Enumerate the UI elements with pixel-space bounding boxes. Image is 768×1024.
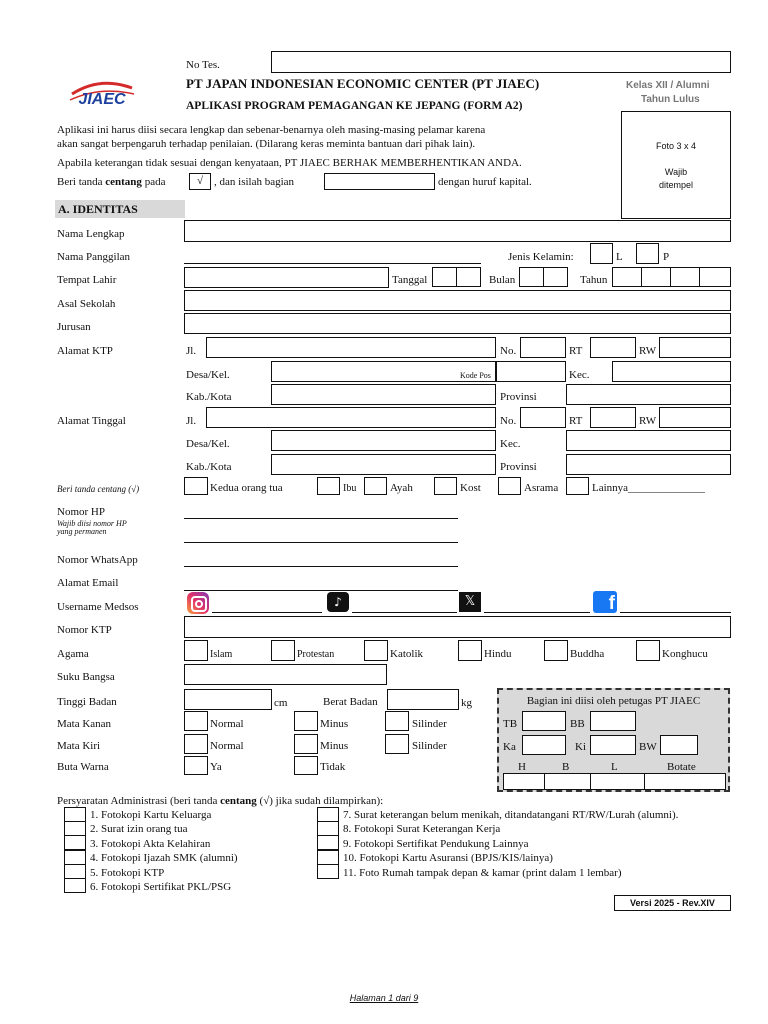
tahun-label: Tahun <box>580 274 608 286</box>
tinggal-no-label: No. <box>500 415 517 427</box>
req-8-checkbox[interactable] <box>317 821 339 836</box>
agama-islam-checkbox[interactable] <box>184 640 208 661</box>
opt-kedua-orang-tua-label: Kedua orang tua <box>210 482 283 494</box>
mark-word: centang <box>105 176 142 188</box>
version-badge: Versi 2025 - Rev.XIV <box>614 895 731 911</box>
opt-ayah-checkbox[interactable] <box>364 477 387 495</box>
officer-bw-label: BW <box>639 741 657 753</box>
officer-panel-title: Bagian ini diisi oleh petugas PT JIAEC <box>526 695 701 707</box>
agama-label: Agama <box>57 648 89 660</box>
req-4-label: 4. Fotokopi Ijazah SMK (alumni) <box>90 852 238 864</box>
svg-text:JIAEC: JIAEC <box>78 91 126 108</box>
opt-ibu-label: Ibu <box>343 483 357 494</box>
username-medsos-label: Username Medsos <box>57 601 139 613</box>
nomor-hp-alt-field[interactable] <box>184 542 458 543</box>
cm-label: cm <box>274 697 288 709</box>
officer-tb-label: TB <box>503 718 518 730</box>
agama-protestan-checkbox[interactable] <box>271 640 295 661</box>
asal-sekolah-field[interactable] <box>184 290 731 311</box>
tinggal-rw-field[interactable] <box>659 407 731 428</box>
agama-hindu-checkbox[interactable] <box>458 640 482 661</box>
nomor-hp-label: Nomor HP <box>57 506 105 518</box>
opt-asrama-checkbox[interactable] <box>498 477 521 495</box>
req-7-checkbox[interactable] <box>317 807 339 822</box>
berat-badan-label: Berat Badan <box>323 696 378 708</box>
nomor-wa-field[interactable] <box>184 566 458 567</box>
tahun-digit-2[interactable] <box>641 267 671 287</box>
opt-kost-label: Kost <box>460 482 481 494</box>
ktp-rw-label: RW <box>639 345 657 357</box>
tinggal-rw-label: RW <box>639 415 657 427</box>
section-a-header <box>55 200 185 218</box>
req-11-checkbox[interactable] <box>317 864 339 879</box>
no-tes-label: No Tes. <box>186 59 220 71</box>
officer-bb-field[interactable] <box>590 711 636 731</box>
agama-islam-label: Islam <box>210 649 233 660</box>
facebook-username-field[interactable] <box>620 612 731 613</box>
jiaec-logo <box>66 78 138 116</box>
nomor-ktp-field[interactable] <box>184 616 731 638</box>
nomor-wa-label: Nomor WhatsApp <box>57 554 138 566</box>
kiri-silinder-checkbox[interactable] <box>385 734 409 754</box>
agama-katolik-checkbox[interactable] <box>364 640 388 661</box>
officer-bb-label: BB <box>570 718 585 730</box>
agama-konghucu-checkbox[interactable] <box>636 640 660 661</box>
gender-p-label: P <box>663 251 670 263</box>
intro-line-3: Apabila keterangan tidak sesuai dengan kenyataan, PT JIAEC BERHAK MEMBERHENTIKAN ANDA. <box>57 157 522 169</box>
requirements-title <box>57 794 383 808</box>
ktp-provinsi-field[interactable] <box>566 384 731 405</box>
mark-end: dengan huruf kapital. <box>438 176 532 188</box>
kanan-minus-label: Minus <box>320 718 349 730</box>
req-9-label: 9. Fotokopi Sertifikat Pendukung Lainnya <box>343 838 529 850</box>
kg-label: kg <box>461 697 472 709</box>
tinggal-desa-label: Desa/Kel. <box>186 438 230 450</box>
ktp-no-label: No. <box>500 345 517 357</box>
tinggal-desa-field[interactable] <box>271 430 496 451</box>
tinggi-badan-field[interactable] <box>184 689 272 710</box>
opt-ayah-label: Ayah <box>390 482 413 494</box>
req-1-label: 1. Fotokopi Kartu Keluarga <box>90 809 212 821</box>
req-9-checkbox[interactable] <box>317 835 339 850</box>
bulan-digit-1[interactable] <box>519 267 544 287</box>
x-icon: 𝕏 <box>459 592 481 612</box>
officer-panel <box>497 688 730 792</box>
ktp-provinsi-label: Provinsi <box>500 391 537 403</box>
officer-hbl-row[interactable] <box>503 773 726 790</box>
hp-note-2: yang permanen <box>57 527 107 536</box>
tinggal-jl-label: Jl. <box>186 415 197 427</box>
kiri-minus-label: Minus <box>320 740 349 752</box>
tinggi-badan-label: Tinggi Badan <box>57 696 117 708</box>
gender-p-checkbox[interactable] <box>636 243 659 264</box>
req-4-checkbox[interactable] <box>64 850 86 865</box>
x-username-field[interactable] <box>484 612 590 613</box>
req-3-label: 3. Fotokopi Akta Kelahiran <box>90 838 211 850</box>
no-tes-field[interactable] <box>271 51 731 73</box>
tinggal-provinsi-field[interactable] <box>566 454 731 475</box>
sample-check-box: √ <box>189 173 211 190</box>
kanan-silinder-label: Silinder <box>412 718 447 730</box>
photo-required-label: Wajib <box>664 167 688 177</box>
agama-protestan-label: Protestan <box>297 649 335 660</box>
asal-sekolah-label: Asal Sekolah <box>57 298 116 310</box>
intro-line-2: akan sangat berpengaruh terhadap penilaian. (Dilarang keras meminta bantuan dari pihak lain). <box>57 138 476 150</box>
photo-paste-label: ditempel <box>658 180 694 190</box>
kiri-minus-checkbox[interactable] <box>294 734 318 754</box>
jurusan-field[interactable] <box>184 313 731 334</box>
class-note: Kelas XII / Alumni <box>626 80 710 91</box>
mark-after: , dan isilah bagian <box>214 176 295 188</box>
nomor-ktp-label: Nomor KTP <box>57 624 112 636</box>
tanggal-digit-1[interactable] <box>432 267 457 287</box>
agama-hindu-label: Hindu <box>484 648 512 660</box>
officer-ka-field[interactable] <box>522 735 566 755</box>
tinggal-kab-field[interactable] <box>271 454 496 475</box>
alamat-email-field[interactable] <box>184 590 458 591</box>
opt-kedua-orang-tua-checkbox[interactable] <box>184 477 208 495</box>
ktp-kode-pos-field[interactable] <box>496 361 566 382</box>
buta-tidak-checkbox[interactable] <box>294 756 318 775</box>
nomor-hp-field[interactable] <box>184 518 458 519</box>
alamat-tinggal-label: Alamat Tinggal <box>57 415 126 427</box>
buta-warna-label: Buta Warna <box>57 761 109 773</box>
gender-l-label: L <box>616 251 623 263</box>
req-1-checkbox[interactable] <box>64 807 86 822</box>
req-11-label: 11. Foto Rumah tampak depan & kamar (print dalam 1 lembar) <box>343 867 622 879</box>
buta-tidak-label: Tidak <box>320 761 346 773</box>
officer-h-label: H <box>518 761 526 773</box>
photo-size-label: Foto 3 x 4 <box>655 141 697 151</box>
ktp-jl-field[interactable] <box>206 337 496 358</box>
tinggal-rt-field[interactable] <box>590 407 636 428</box>
officer-ka-label: Ka <box>503 741 516 753</box>
tinggal-no-field[interactable] <box>520 407 566 428</box>
agama-buddha-checkbox[interactable] <box>544 640 568 661</box>
ktp-kec-label: Kec. <box>569 369 590 381</box>
mark-instruction <box>57 175 165 189</box>
alamat-ktp-label: Alamat KTP <box>57 345 113 357</box>
ktp-rw-field[interactable] <box>659 337 731 358</box>
requirements-title-bold: centang <box>220 795 257 807</box>
mark-mid: pada <box>141 176 166 188</box>
ktp-rt-field[interactable] <box>590 337 636 358</box>
tiktok-username-field[interactable] <box>352 612 457 613</box>
opt-lainnya-checkbox[interactable] <box>566 477 589 495</box>
officer-l-label: L <box>611 761 618 773</box>
ktp-rt-label: RT <box>569 345 583 357</box>
nama-lengkap-label: Nama Lengkap <box>57 228 125 240</box>
opt-ibu-checkbox[interactable] <box>317 477 340 495</box>
requirements-title-suffix: (√) jika sudah dilampirkan): <box>256 795 384 807</box>
jenis-kelamin-label: Jenis Kelamin: <box>508 251 574 263</box>
instagram-username-field[interactable] <box>212 612 322 613</box>
req-5-label: 5. Fotokopi KTP <box>90 867 165 879</box>
graduation-year-note: Tahun Lulus <box>641 94 700 105</box>
tempat-lahir-field[interactable] <box>184 267 389 288</box>
page-number: Halaman 1 dari 9 <box>349 993 419 1003</box>
mata-kiri-label: Mata Kiri <box>57 740 101 752</box>
req-6-checkbox[interactable] <box>64 878 86 893</box>
requirements-title-prefix: Persyaratan Administrasi (beri tanda <box>57 795 221 807</box>
tanggal-label: Tanggal <box>392 274 428 286</box>
ktp-jl-label: Jl. <box>186 345 197 357</box>
ktp-kec-field[interactable] <box>612 361 731 382</box>
req-5-checkbox[interactable] <box>64 864 86 879</box>
tempat-lahir-label: Tempat Lahir <box>57 274 117 286</box>
tahun-digit-1[interactable] <box>612 267 642 287</box>
officer-ki-field[interactable] <box>590 735 636 755</box>
beri-tanda-label: Beri tanda centang (√) <box>57 484 140 494</box>
kiri-normal-label: Normal <box>210 740 244 752</box>
opt-asrama-label: Asrama <box>524 482 559 494</box>
tahun-digit-4[interactable] <box>699 267 731 287</box>
req-8-label: 8. Fotokopi Surat Keterangan Kerja <box>343 823 501 835</box>
section-a-title: A. IDENTITAS <box>58 202 138 216</box>
tiktok-icon: ♪ <box>327 592 349 612</box>
kanan-normal-label: Normal <box>210 718 244 730</box>
agama-katolik-label: Katolik <box>390 648 423 660</box>
jurusan-label: Jurusan <box>57 321 91 333</box>
buta-ya-checkbox[interactable] <box>184 756 208 775</box>
company-title: PT JAPAN INDONESIAN ECONOMIC CENTER (PT JIAEC) <box>186 76 540 91</box>
tinggal-kab-label: Kab./Kota <box>186 461 232 473</box>
kanan-normal-checkbox[interactable] <box>184 711 208 731</box>
officer-tb-field[interactable] <box>522 711 566 731</box>
officer-botate-label: Botate <box>667 761 696 773</box>
sample-fill-box <box>324 173 435 190</box>
suku-bangsa-label: Suku Bangsa <box>57 671 115 683</box>
mata-kanan-label: Mata Kanan <box>57 718 112 730</box>
req-2-label: 2. Surat izin orang tua <box>90 823 188 835</box>
nama-panggilan-label: Nama Panggilan <box>57 251 131 263</box>
bulan-label: Bulan <box>489 274 516 286</box>
kanan-silinder-checkbox[interactable] <box>385 711 409 731</box>
req-6-label: 6. Fotokopi Sertifikat PKL/PSG <box>90 881 232 893</box>
kanan-minus-checkbox[interactable] <box>294 711 318 731</box>
buta-ya-label: Ya <box>210 761 222 773</box>
intro-line-1: Aplikasi ini harus diisi secara lengkap dan sebenar-benarnya oleh masing-masing pelamar karena <box>57 124 486 136</box>
facebook-icon: f <box>593 591 617 613</box>
agama-buddha-label: Buddha <box>570 648 605 660</box>
hp-note-1: Wajib diisi nomor HP <box>57 519 127 528</box>
form-subtitle: APLIKASI PROGRAM PEMAGANGAN KE JEPANG (FORM A2) <box>186 100 523 112</box>
ktp-kab-field[interactable] <box>271 384 496 405</box>
ktp-no-field[interactable] <box>520 337 566 358</box>
tanggal-digit-2[interactable] <box>456 267 481 287</box>
photo-box[interactable] <box>621 111 731 219</box>
opt-kost-checkbox[interactable] <box>434 477 457 495</box>
opt-lainnya-label: Lainnya______________ <box>592 482 706 494</box>
officer-b-label: B <box>562 761 570 773</box>
officer-bw-field[interactable] <box>660 735 698 755</box>
berat-badan-field[interactable] <box>387 689 459 710</box>
mark-prefix: Beri tanda <box>57 176 106 188</box>
tinggal-rt-label: RT <box>569 415 583 427</box>
req-10-label: 10. Fotokopi Kartu Asuransi (BPJS/KIS/lainya) <box>343 852 553 864</box>
req-7-label: 7. Surat keterangan belum menikah, ditandatangani RT/RW/Lurah (alumni). <box>343 809 679 821</box>
instagram-icon <box>187 592 209 614</box>
gender-l-checkbox[interactable] <box>590 243 613 264</box>
tinggal-kec-field[interactable] <box>566 430 731 451</box>
req-10-checkbox[interactable] <box>317 850 339 865</box>
kiri-silinder-label: Silinder <box>412 740 447 752</box>
nama-panggilan-field[interactable] <box>184 263 481 264</box>
alamat-email-label: Alamat Email <box>57 577 119 589</box>
ktp-kode-pos-label: Kode Pos <box>460 371 491 380</box>
officer-ki-label: Ki <box>575 741 586 753</box>
ktp-desa-label: Desa/Kel. <box>186 369 230 381</box>
tahun-digit-3[interactable] <box>670 267 700 287</box>
ktp-kab-label: Kab./Kota <box>186 391 232 403</box>
req-3-checkbox[interactable] <box>64 835 86 850</box>
req-2-checkbox[interactable] <box>64 821 86 836</box>
bulan-digit-2[interactable] <box>543 267 568 287</box>
tinggal-kec-label: Kec. <box>500 438 521 450</box>
nama-lengkap-field[interactable] <box>184 220 731 242</box>
kiri-normal-checkbox[interactable] <box>184 734 208 754</box>
agama-konghucu-label: Konghucu <box>662 648 708 660</box>
tinggal-jl-field[interactable] <box>206 407 496 428</box>
tinggal-provinsi-label: Provinsi <box>500 461 537 473</box>
suku-bangsa-field[interactable] <box>184 664 387 685</box>
